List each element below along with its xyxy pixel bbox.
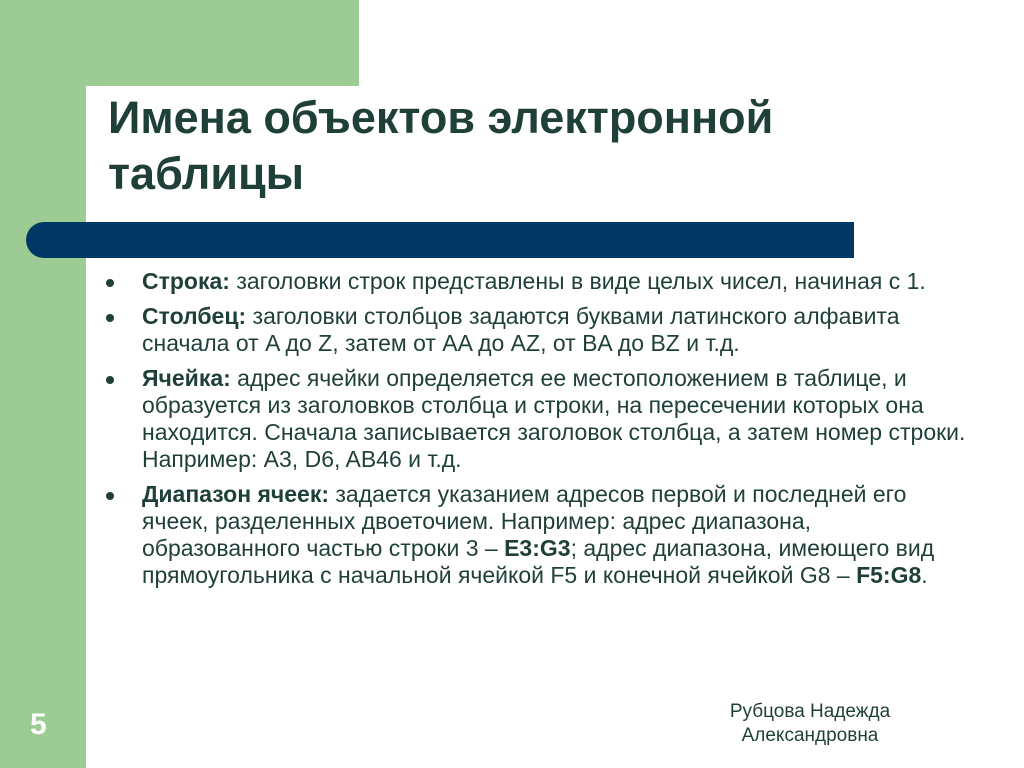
bullet-term: Диапазон ячеек: [142,481,329,507]
bullet-term: Ячейка: [142,365,231,391]
bullet-text: . [921,562,928,588]
bullet-dot-icon [106,376,114,384]
author-line: Александровна [741,725,879,746]
bullet-dot-icon [106,492,114,500]
bullet-dot-icon [106,314,114,322]
title-underline-bar [26,222,854,258]
bullet-column [106,303,966,357]
bullet-list [106,268,966,589]
bullet-dot-icon [106,279,114,287]
bullet-term: Строка: [142,268,230,294]
bullet-cell [106,365,966,473]
bullet-term: Столбец: [142,303,247,329]
bullet-text: заголовки строк представлены в виде целых чисел, начиная с 1. [229,268,926,294]
bullet-text: ; адрес диапазона, имеющего вид прямоугольника с начальной ячейкой F5 и конечной ячейкой G8 – [142,535,935,588]
bullet-text: задается указанием адресов первой и последней его ячеек, разделенных двоеточием. Например: адрес диапазона, образованного частью строки 3 – [142,481,907,561]
top-green-band [0,0,359,86]
slide-title: Имена объектов электронной таблицы [108,92,774,199]
slide-number: 5 [30,708,47,741]
range-example-rect: F5:G8 [856,562,922,588]
author-credit [710,700,910,748]
bullet-range [106,481,966,589]
slide-body [106,268,966,597]
author-line: Рубцова Надежда [729,701,891,722]
bullet-text: адрес ячейки определяется ее местоположением в таблице, и образуется из заголовков столбца и строки, на пересечении которых она находится. Сначала записывается заголовок столбца, а затем номер строки. Например: A3, D6, AB46 и т.д. [142,365,966,472]
bullet-text: заголовки столбцов задаются буквами латинского алфавита сначала от A до Z, затем от AA до AZ, от BA до BZ и т.д. [142,303,900,356]
range-example-row: E3:G3 [504,535,571,561]
left-green-band [0,0,86,768]
bullet-row [106,268,966,295]
